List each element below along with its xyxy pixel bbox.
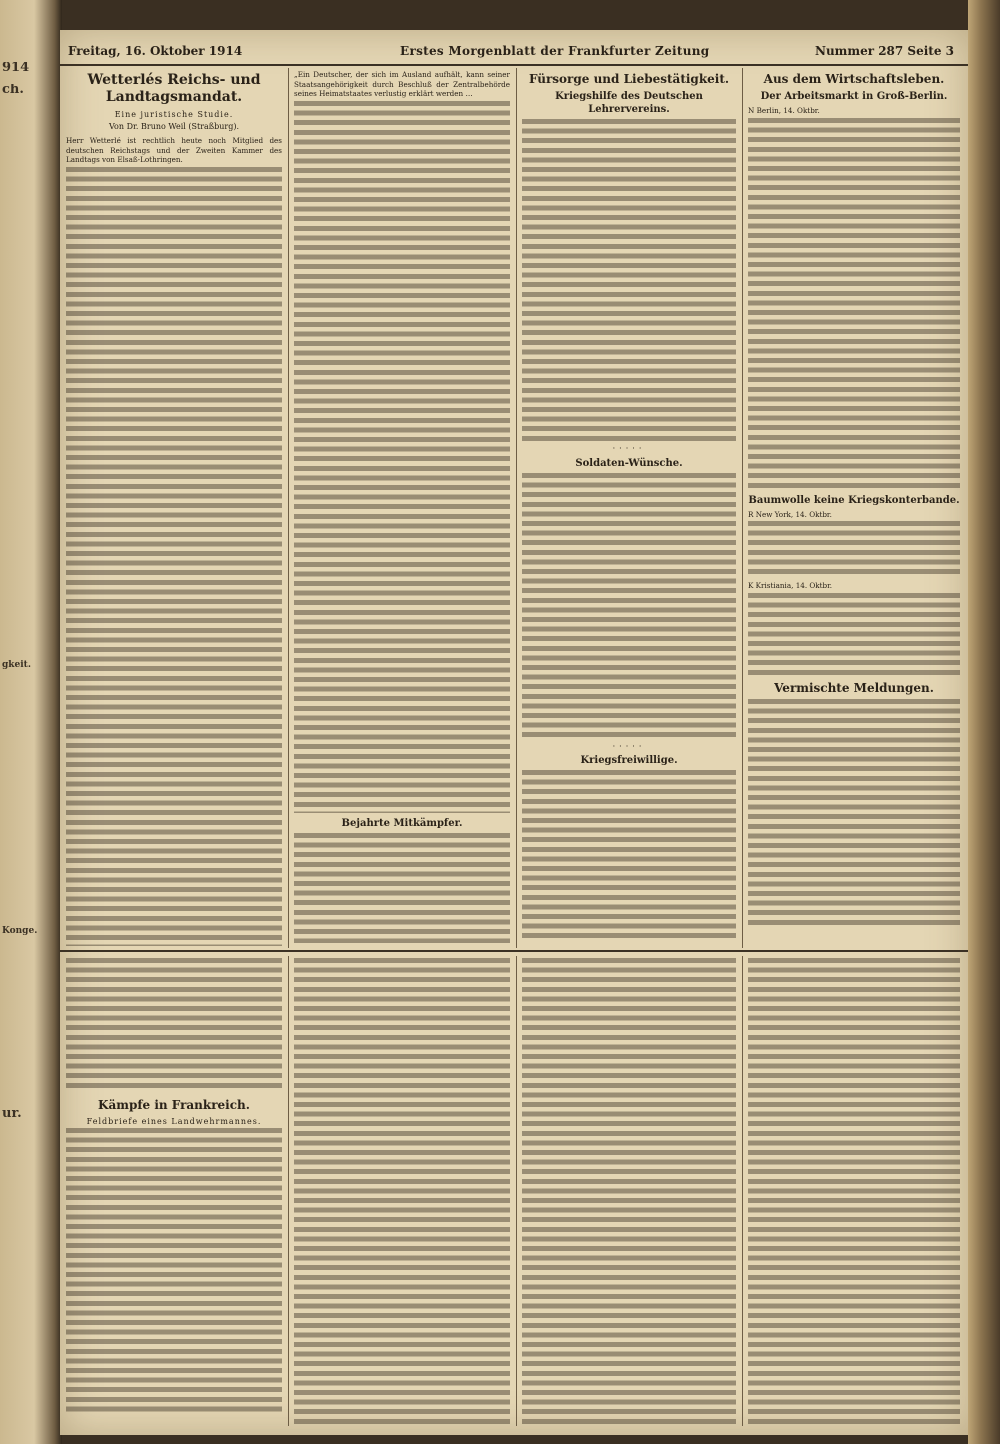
edge-fragment-low: ur. <box>2 1108 22 1119</box>
edge-fragment-mid2: gkeit. <box>2 660 31 670</box>
lower-column-1-body-text <box>66 958 282 1092</box>
section-title-vermischte-meldungen: Vermischte Meldungen. <box>774 680 934 695</box>
column-rule <box>516 68 517 948</box>
lower-column-1-body-text-2 <box>66 1128 282 1414</box>
article-body-kriegshilfe <box>522 119 736 441</box>
column-3: Fürsorge und Liebestätigkeit. Kriegshilfe des Deutschen Lehrervereins. ····· Soldaten-Wünsche. ····· Kriegsfreiwillige. <box>522 70 736 946</box>
article-title-kriegsfreiwillige: Kriegsfreiwillige. <box>580 755 678 767</box>
article-title-kaempfe-in-frankreich: Kämpfe in Frankreich. <box>98 1098 250 1112</box>
column-rule <box>742 68 743 948</box>
column-2-lead-text: „Ein Deutscher, der sich im Ausland aufhält, kann seiner Staatsangehörigkeit durch Beschluß der Zentralbehörde seines Heimatstaates verlustig erklärt werden … <box>294 70 510 99</box>
lower-column-3 <box>522 958 736 1426</box>
column-2-body-text-2 <box>294 833 510 943</box>
running-header <box>60 30 968 66</box>
column-rule <box>742 956 743 1426</box>
article-body-baumwolle <box>748 521 960 577</box>
article-title-soldaten-wuensche: Soldaten-Wünsche. <box>575 457 683 469</box>
column-1 <box>66 70 282 946</box>
article-lead-text: Herr Wetterlé ist rechtlich heute noch Mitglied des deutschen Reichstags und der Zweiten Kammer des Landtags von Elsaß-Lothringen. <box>66 136 282 165</box>
edge-fragment-2: ch. <box>2 84 24 95</box>
article-title-bejahrte-mitkaempfer: Bejahrte Mitkämpfer. <box>341 817 463 829</box>
newspaper-page <box>60 30 968 1435</box>
lower-column-2 <box>294 958 510 1426</box>
article-title-arbeitsmarkt: Der Arbeitsmarkt in Groß-Berlin. <box>760 91 948 102</box>
dateline-kristiania: K Kristiania, 14. Oktbr. <box>748 581 833 591</box>
header-page-number: Nummer 287 Seite 3 <box>814 44 954 58</box>
section-title-wirtschaftsleben: Aus dem Wirtschaftsleben. <box>763 72 945 86</box>
lower-column-4 <box>748 958 960 1426</box>
column-2 <box>294 70 510 946</box>
lower-column-1 <box>66 958 282 1426</box>
section-divider <box>60 950 968 952</box>
section-title-fuersorge: Fürsorge und Liebestätigkeit. <box>528 72 730 86</box>
edge-fragment-top: 914 <box>2 62 30 73</box>
article-body-arbeitsmarkt <box>748 118 960 490</box>
article-subtitle: Eine juristische Studie. <box>114 110 234 119</box>
header-date: Freitag, 16. Oktober 1914 <box>68 44 243 58</box>
article-body-soldaten-wuensche <box>522 473 736 739</box>
column-rule <box>288 956 289 1426</box>
article-title-baumwolle: Baumwolle keine Kriegskonterbande. <box>748 494 960 506</box>
article-subtitle-feldbriefe: Feldbriefe eines Landwehrmannes. <box>86 1117 262 1126</box>
article-title-kriegshilfe: Kriegshilfe des Deutschen Lehrervereins. <box>555 91 703 115</box>
edge-fragment-mid1: Konge. <box>2 926 38 936</box>
dateline-new-york: R New York, 14. Oktbr. <box>748 509 832 519</box>
column-rule <box>288 68 289 948</box>
article-body-kriegsfreiwillige <box>522 770 736 940</box>
book-gutter-right <box>968 0 1000 1444</box>
lower-column-4-body-text <box>748 958 960 1426</box>
book-gutter-left <box>0 0 62 1444</box>
lower-column-2-body-text <box>294 958 510 1426</box>
column-rule <box>516 956 517 1426</box>
article-byline: Von Dr. Bruno Weil (Straßburg). <box>109 122 239 131</box>
article-body-vermischte-meldungen <box>748 699 960 929</box>
lower-column-3-body-text <box>522 958 736 1426</box>
article-title-wetterle: Wetterlés Reichs- und Landtagsmandat. <box>87 72 261 105</box>
dateline-berlin: N Berlin, 14. Oktbr. <box>748 106 820 115</box>
column-2-body-text <box>294 101 510 813</box>
column-4 <box>748 70 960 946</box>
article-body-text <box>66 167 282 946</box>
header-paper-name: Erstes Morgenblatt der Frankfurter Zeitung <box>400 44 710 58</box>
article-body-kristiania <box>748 593 960 675</box>
